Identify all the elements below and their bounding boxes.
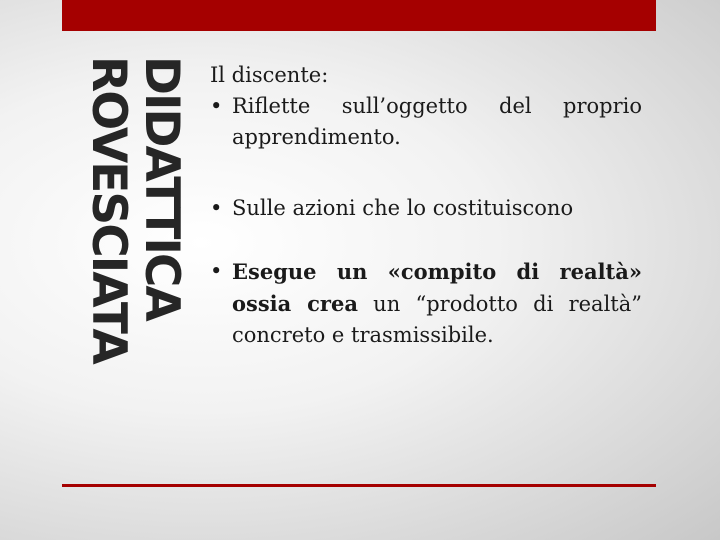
title-line-1: DIDATTICA <box>134 56 189 320</box>
top-accent-bar <box>62 0 656 31</box>
bullet-item <box>210 193 642 224</box>
vertical-slide-title <box>81 56 189 363</box>
bullet-dot-icon: • <box>210 94 223 118</box>
bullet-dot-icon: • <box>210 259 223 283</box>
bottom-accent-rule <box>62 484 656 487</box>
slide-body <box>210 60 642 351</box>
bullet-text: Sulle azioni che lo costituiscono <box>232 196 574 220</box>
bullet-item <box>210 91 642 153</box>
bullet-text: Riflette sull’oggetto del proprio apprendimento. <box>232 94 642 149</box>
bullet-dot-icon: • <box>210 196 223 220</box>
bullet-item <box>210 256 642 351</box>
bullet-bold-text: Esegue un «compito di realtà» ossia crea <box>232 259 642 316</box>
intro-text: Il discente: <box>210 63 329 87</box>
title-line-2: ROVESCIATA <box>81 56 136 363</box>
bullet-text: un “prodotto di realtà” concreto e trasmissibile. <box>232 292 642 347</box>
